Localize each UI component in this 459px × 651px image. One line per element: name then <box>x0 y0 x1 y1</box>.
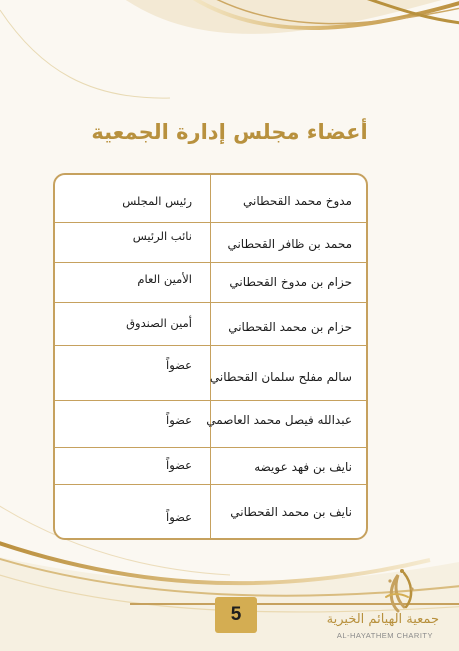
role-cell <box>55 303 211 346</box>
role-cell <box>55 485 211 540</box>
page-number-badge: 5 <box>215 597 257 633</box>
member-name: محمد بن ظافر القحطاني <box>227 237 352 251</box>
role-cell <box>55 346 211 401</box>
table-row <box>55 400 366 448</box>
charity-logo-icon <box>368 567 428 615</box>
role-label: عضواً <box>166 458 192 472</box>
name-cell <box>206 401 366 448</box>
organization-name-english: AL-HAYATHEM CHARITY <box>336 631 433 640</box>
member-name: حزام بن محمد القحطاني <box>228 320 352 334</box>
member-name: عبدالله فيصل محمد العاصمي <box>206 413 352 427</box>
member-name: حزام بن مدوخ القحطاني <box>229 275 352 289</box>
member-name: نايف بن محمد القحطاني <box>230 505 352 519</box>
role-label: عضواً <box>166 510 192 524</box>
role-label: الأمين العام <box>137 272 192 286</box>
board-members-table <box>53 173 368 540</box>
role-label: عضواً <box>166 413 192 427</box>
table-row <box>55 345 366 401</box>
role-cell <box>55 401 211 448</box>
role-label: أمين الصندوق <box>126 316 192 330</box>
page-title: أعضاء مجلس إدارة الجمعية <box>91 120 368 144</box>
table-row <box>55 447 366 485</box>
name-cell <box>211 223 366 263</box>
name-cell <box>211 263 366 303</box>
name-cell <box>211 175 366 222</box>
member-name: مدوخ محمد القحطاني <box>243 194 352 208</box>
member-name: نايف بن فهد عويضه <box>254 460 352 474</box>
name-cell <box>211 303 366 346</box>
role-cell <box>55 448 211 485</box>
role-label: عضواً <box>166 358 192 372</box>
table-row <box>55 484 366 540</box>
member-name: سالم مفلح سلمان القحطاني <box>209 370 352 384</box>
name-cell <box>211 448 366 485</box>
top-ribbon <box>0 0 459 98</box>
role-cell <box>55 263 211 303</box>
name-cell <box>211 485 366 540</box>
role-label: رئيس المجلس <box>122 194 192 208</box>
table-row <box>55 302 366 346</box>
organization-name-arabic: جمعية الهيائم الخيرية <box>326 612 439 627</box>
table-row <box>55 262 366 303</box>
table-row <box>55 175 366 222</box>
role-label: نائب الرئيس <box>132 229 192 243</box>
name-cell <box>211 346 366 401</box>
role-cell <box>55 223 211 263</box>
table-row <box>55 222 366 263</box>
role-cell <box>55 175 211 222</box>
